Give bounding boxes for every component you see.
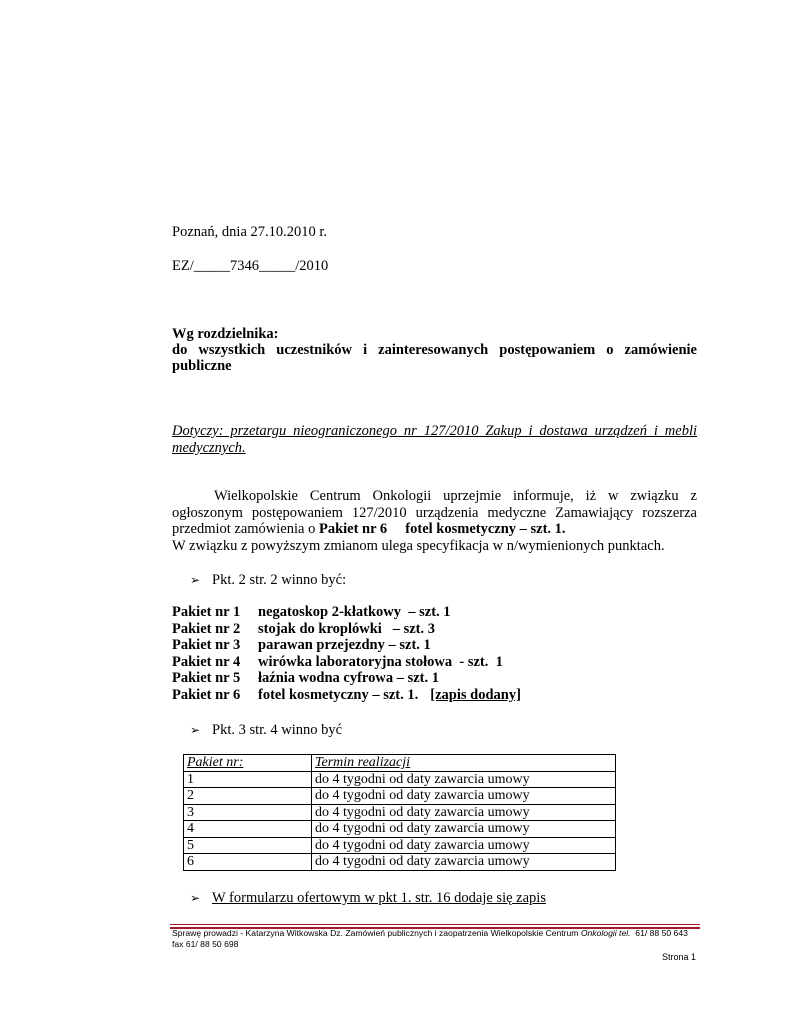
table-cell: do 4 tygodni od daty zawarcia umowy [312,771,616,788]
footer-fax-line: fax 61/ 88 50 698 [172,939,239,949]
body-paragraph-line-3-prefix: przedmiot zamówienia o [172,521,319,537]
package-description: parawan przejezdny – szt. 1 [258,637,431,654]
table-cell: do 4 tygodni od daty zawarcia umowy [312,821,616,838]
recipient-heading: Wg rozdzielnika: [172,326,279,342]
place-date: Poznań, dnia 27.10.2010 r. [172,224,328,240]
bullet-item-1 [190,572,346,589]
page-number-label: Strona 1 [661,952,696,962]
bullet-item-2-text: Pkt. 3 str. 4 winno być [212,722,343,738]
table-cell: 3 [184,804,312,821]
package-number: Pakiet nr 1 [172,604,241,620]
table-row [184,804,616,821]
package-row [172,604,521,621]
table-cell: 1 [184,771,312,788]
table-cell: 5 [184,837,312,854]
package-row [172,637,521,654]
table-cell: do 4 tygodni od daty zawarcia umowy [312,804,616,821]
package-description: łaźnia wodna cyfrowa – szt. 1 [258,670,439,687]
body-paragraph-line-4: W związku z powyższym zmianom ulega specyfikacja w n/wymienionych punktach. [172,538,665,554]
table-header-row [184,755,616,772]
table-row [184,821,616,838]
recipient-line-1: do wszystkich uczestników i zainteresowanych postępowaniem o zamówienie [172,342,697,358]
package-row [172,687,521,704]
body-paragraph-line-2: ogłoszonym postępowaniem 127/2010 urządzenia medyczne Zamawiający rozszerza [172,505,697,521]
package-added-note: [zapis dodany] [430,686,521,703]
body-paragraph-line-3-bold: Pakiet nr 6 fotel kosmetyczny – szt. 1. [318,521,566,537]
table-header-cell: Termin realizacji [312,755,616,772]
arrowhead-bullet-icon: ➢ [190,723,201,737]
subject-line-1: Dotyczy: przetargu nieograniczonego nr 127/2010 Zakup i dostawa urządzeń i mebli [172,423,697,439]
bullet-item-3 [190,890,546,907]
recipient-line-2: publiczne [172,358,232,374]
arrowhead-bullet-icon: ➢ [190,891,201,905]
package-number: Pakiet nr 2 [172,620,241,637]
footer-contact-italic: Onkologii tel. [580,928,631,938]
package-description: wirówka laboratoryjna stołowa - szt. 1 [258,653,503,670]
table-cell: do 4 tygodni od daty zawarcia umowy [312,837,616,854]
package-number: Pakiet nr 6 [172,686,241,703]
table-cell: do 4 tygodni od daty zawarcia umowy [312,854,616,871]
body-paragraph-line-3 [172,521,566,538]
table-row [184,771,616,788]
footer-contact-phone: 61/ 88 50 643 [630,928,688,938]
table-header-cell: Pakiet nr: [184,755,312,772]
delivery-terms-table [183,754,616,871]
table-row [184,837,616,854]
table-cell: 4 [184,821,312,838]
package-list [172,604,521,704]
footer-rule-thin [170,924,700,925]
package-description: stojak do kroplówki – szt. 3 [258,620,435,637]
bullet-item-2 [190,722,342,739]
footer-contact-prefix: Sprawę prowadzi - Katarzyna Witkowska Dz. Zamówień publicznych i zaopatrzenia Wielkopolskie Centrum [172,928,581,938]
table-cell: 6 [184,854,312,871]
table-cell: do 4 tygodni od daty zawarcia umowy [312,788,616,805]
arrowhead-bullet-icon: ➢ [190,573,201,587]
package-number: Pakiet nr 4 [172,653,241,670]
package-number: Pakiet nr 5 [172,670,241,687]
package-row [172,654,521,671]
body-paragraph-line-1: Wielkopolskie Centrum Onkologii uprzejmie informuje, iż w związku z [214,488,697,504]
table-row [184,854,616,871]
footer-contact-line [172,928,688,939]
package-description: fotel kosmetyczny – szt. 1. [258,686,419,703]
package-row [172,670,521,687]
table-cell: 2 [184,788,312,805]
package-description: negatoskop 2-kłatkowy – szt. 1 [258,604,451,620]
bullet-item-3-text: W formularzu ofertowym w pkt 1. str. 16 dodaje się zapis [212,890,546,906]
table-row [184,788,616,805]
package-row [172,621,521,638]
bullet-item-1-text: Pkt. 2 str. 2 winno być: [212,572,347,588]
subject-line-2: medycznych. [172,440,246,456]
package-number: Pakiet nr 3 [172,637,241,654]
reference-number: EZ/_____7346_____/2010 [172,258,329,274]
